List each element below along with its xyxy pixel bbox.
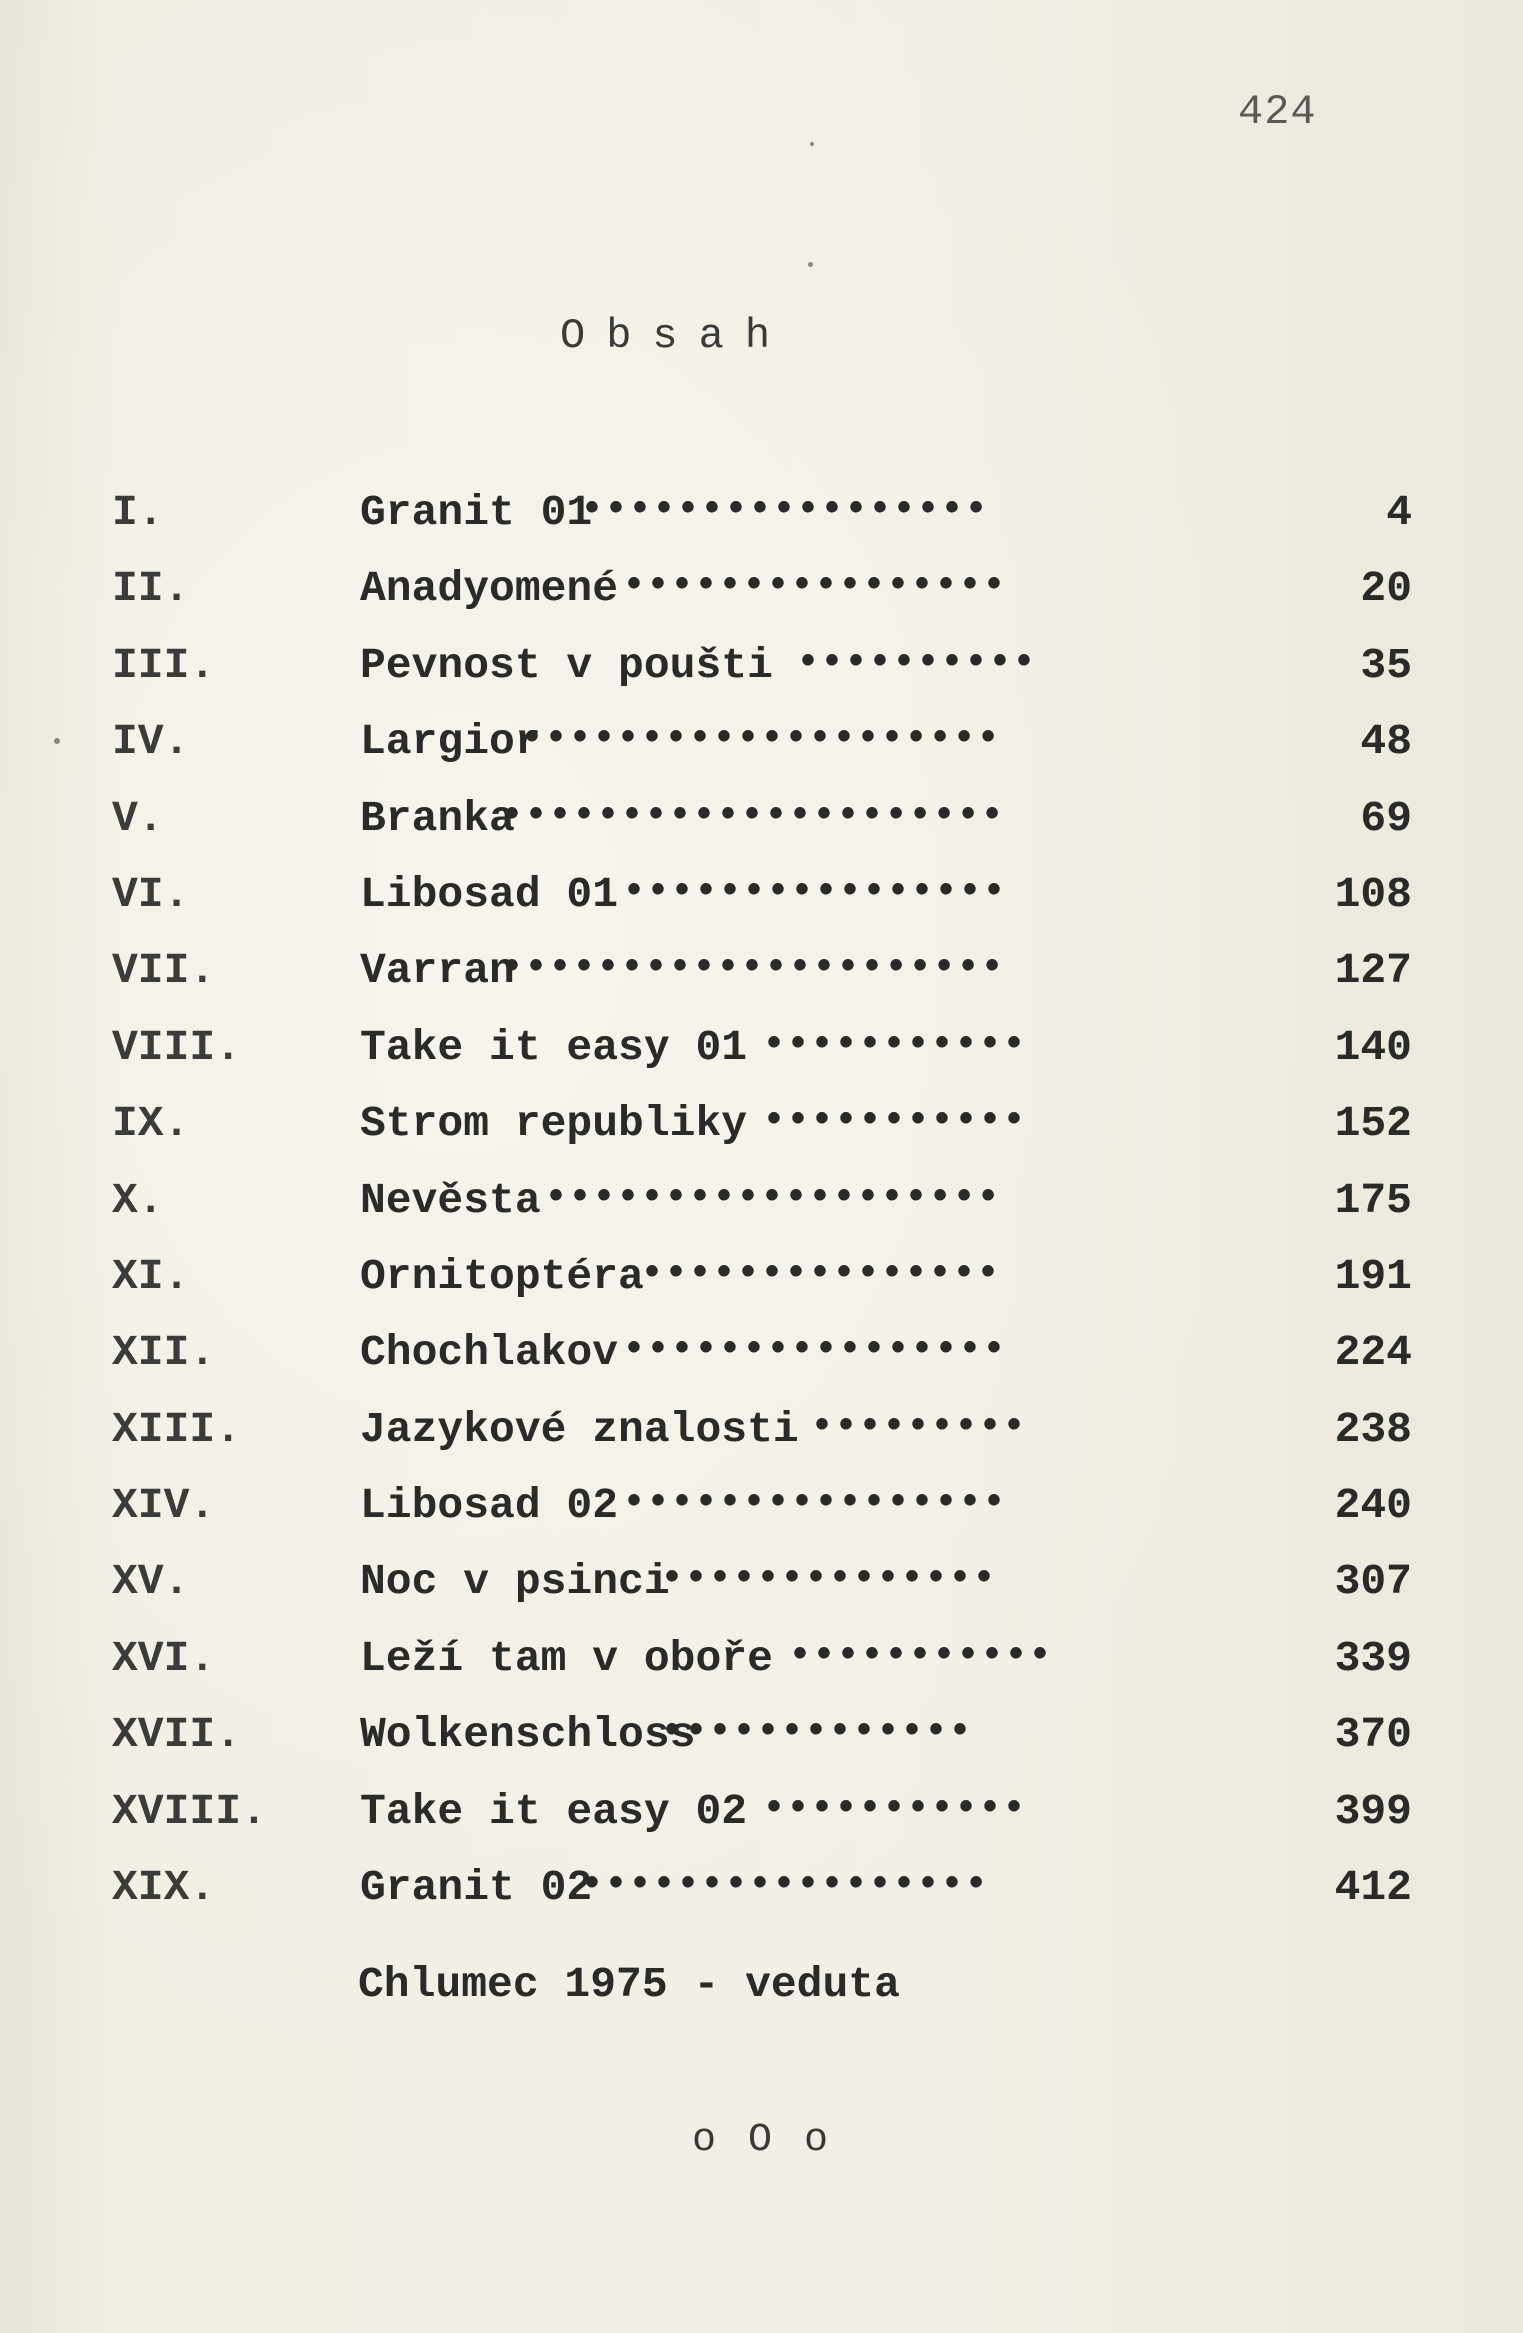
- toc-entry-number: XIX.: [112, 1863, 216, 1913]
- toc-entry-title: Granit 01: [360, 488, 593, 537]
- toc-entry-page: 4: [1386, 488, 1412, 537]
- toc-entry-title: Chochlakov: [360, 1328, 619, 1378]
- paper-speck: [810, 142, 814, 146]
- toc-entry-leader: •••••••••••••: [660, 1710, 973, 1756]
- toc-entry-page: 240: [1334, 1481, 1412, 1531]
- toc-entry: [112, 1787, 1412, 1863]
- toc-entry-leader: •••••••••••: [762, 1022, 1027, 1068]
- toc-entry: [112, 564, 1412, 640]
- toc-entry-number: IV.: [112, 717, 190, 767]
- toc-entry-leader: •••••••••••••••••••••: [500, 793, 1005, 839]
- toc-entry-number: VII.: [112, 946, 216, 996]
- toc-entry-number: XI.: [112, 1251, 190, 1301]
- toc-entry-title: Ornitoptéra: [360, 1251, 644, 1301]
- toc-entry: [112, 1023, 1412, 1099]
- toc-entry: [112, 1863, 1412, 1939]
- toc-entry-leader: ••••••••••••••••••••: [520, 717, 1001, 763]
- toc-entry-title: Pevnost v poušti: [360, 640, 773, 690]
- toc-entry-page: 20: [1360, 564, 1412, 614]
- toc-entry-page: 152: [1334, 1099, 1412, 1149]
- toc-entry-leader: ••••••••••••••••: [622, 869, 1007, 915]
- toc-entry: [112, 1710, 1412, 1786]
- toc-entry-title: Largior: [360, 717, 541, 767]
- toc-entry: [112, 717, 1412, 793]
- toc-entry-leader: ••••••••••••••••: [622, 1328, 1007, 1374]
- toc-entry-leader: •••••••••: [810, 1404, 1027, 1450]
- toc-entry: [112, 1252, 1412, 1328]
- toc-entry-number: XVIII.: [112, 1786, 267, 1836]
- toc-entry-page: 412: [1334, 1863, 1412, 1913]
- toc-entry-leader: •••••••••••: [762, 1099, 1027, 1145]
- toc-entry-leader: ••••••••••••••: [660, 1557, 997, 1603]
- toc-entry-page: 191: [1334, 1251, 1412, 1301]
- toc-entry-page: 127: [1334, 946, 1412, 996]
- toc-entry-page: 108: [1334, 869, 1412, 919]
- toc-entry-page: 307: [1334, 1557, 1412, 1607]
- toc-entry-title: Take it easy 02: [360, 1786, 748, 1836]
- toc-entry-title: Wolkenschloss: [360, 1710, 696, 1760]
- toc-entry-title: Libosad 02: [360, 1481, 619, 1531]
- toc-entry: [112, 1557, 1412, 1633]
- toc-entry-leader: ••••••••••••••••: [622, 564, 1007, 610]
- toc-entry-title: Nevěsta: [360, 1175, 541, 1225]
- toc-entry-number: XIV.: [112, 1481, 216, 1531]
- toc-entry-title: Branka: [360, 793, 515, 843]
- toc-entry-leader: •••••••••••••••••: [580, 488, 989, 533]
- toc-entry-page: 370: [1334, 1710, 1412, 1760]
- toc-entry: [112, 488, 1412, 564]
- toc-entry-leader: ••••••••••••••••: [622, 1481, 1007, 1527]
- toc-entry-title: Varran: [360, 946, 515, 996]
- toc-entry-title: Libosad 01: [360, 869, 619, 919]
- toc-entry: [112, 1176, 1412, 1252]
- toc-entry-leader: •••••••••••••••••••••: [500, 946, 1005, 992]
- toc-entry-number: X.: [112, 1175, 164, 1225]
- toc-entry-number: XII.: [112, 1328, 216, 1378]
- toc-entry-number: XVII.: [112, 1710, 242, 1760]
- toc-entry-leader: •••••••••••: [788, 1633, 1053, 1679]
- toc-entry-title: Jazykové znalosti: [360, 1404, 799, 1454]
- paper-speck: [54, 738, 60, 744]
- table-of-contents: [112, 488, 1412, 1939]
- toc-entry-title: Granit 02: [360, 1863, 593, 1913]
- toc-entry: [112, 794, 1412, 870]
- toc-entry-number: III.: [112, 640, 216, 690]
- toc-entry-number: I.: [112, 488, 164, 537]
- toc-entry: [112, 641, 1412, 717]
- toc-entry-page: 140: [1334, 1022, 1412, 1072]
- toc-entry-number: XIII.: [112, 1404, 242, 1454]
- toc-entry-leader: •••••••••••: [762, 1786, 1027, 1832]
- toc-entry: [112, 1099, 1412, 1175]
- toc-entry-leader: ••••••••••: [796, 640, 1037, 686]
- toc-entry-page: 399: [1334, 1786, 1412, 1836]
- end-mark: o O o: [692, 2118, 833, 2163]
- toc-entry-number: V.: [112, 793, 164, 843]
- toc-entry-page: 69: [1360, 793, 1412, 843]
- toc-entry-page: 339: [1334, 1633, 1412, 1683]
- toc-entry-page: 35: [1360, 640, 1412, 690]
- paper-speck: [808, 262, 813, 267]
- contents-heading: Obsah: [560, 312, 792, 360]
- toc-entry: [112, 1634, 1412, 1710]
- page-number: 424: [1238, 88, 1317, 136]
- toc-entry-number: VI.: [112, 869, 190, 919]
- toc-entry-page: 175: [1334, 1175, 1412, 1225]
- toc-entry-number: XV.: [112, 1557, 190, 1607]
- toc-entry-leader: •••••••••••••••: [640, 1251, 1001, 1297]
- toc-entry-title: Strom republiky: [360, 1099, 748, 1149]
- toc-entry-leader: •••••••••••••••••••: [544, 1175, 1001, 1221]
- toc-entry-title: Anadyomené: [360, 564, 619, 614]
- toc-entry-number: IX.: [112, 1099, 190, 1149]
- toc-entry-page: 238: [1334, 1404, 1412, 1454]
- toc-entry-number: VIII.: [112, 1022, 242, 1072]
- toc-entry-title: Noc v psinci: [360, 1557, 670, 1607]
- toc-entry-page: 224: [1334, 1328, 1412, 1378]
- toc-entry-number: XVI.: [112, 1633, 216, 1683]
- toc-entry-leader: •••••••••••••••••: [580, 1863, 989, 1909]
- toc-entry: [112, 870, 1412, 946]
- toc-entry: [112, 1328, 1412, 1404]
- toc-entry-title: Take it easy 01: [360, 1022, 748, 1072]
- toc-entry-title: Leží tam v oboře: [360, 1633, 773, 1683]
- toc-entry: [112, 1405, 1412, 1481]
- toc-entry: [112, 946, 1412, 1022]
- toc-entry: [112, 1481, 1412, 1557]
- toc-entry-number: II.: [112, 564, 190, 614]
- appendix-line: Chlumec 1975 - veduta: [358, 1960, 900, 2009]
- toc-entry-page: 48: [1360, 717, 1412, 767]
